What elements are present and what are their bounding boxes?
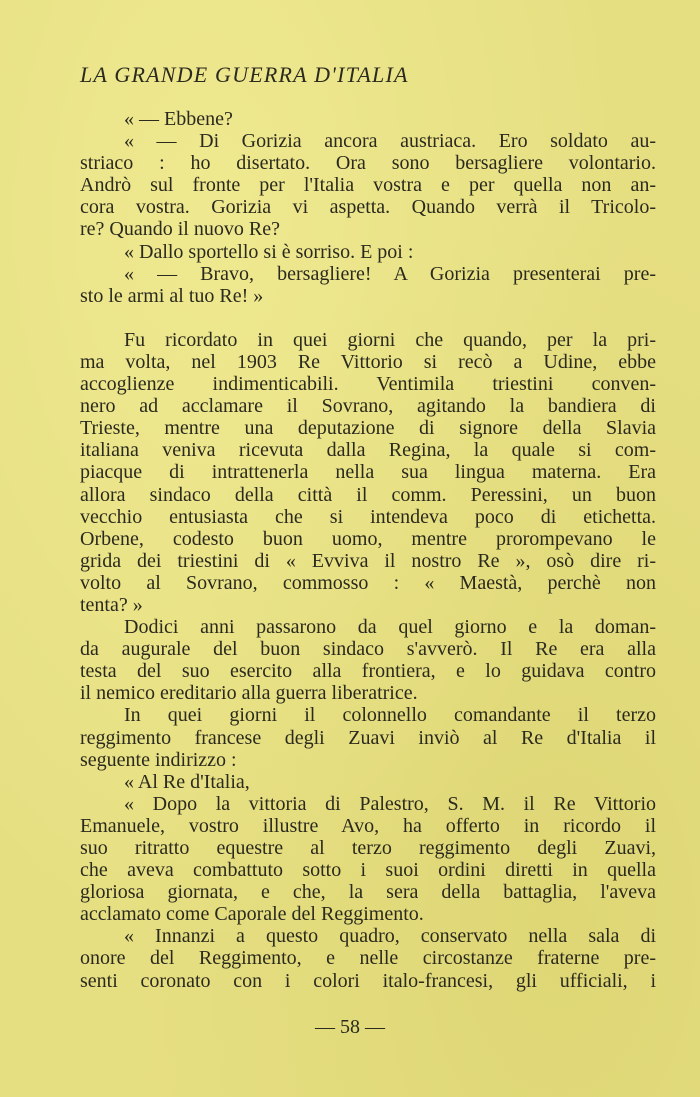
text-line: Dodici anni passarono da quel giorno e la doman- [124, 616, 656, 639]
text-line: che aveva combattuto sotto i suoi ordini diretti in quella [80, 859, 656, 882]
text-line: acclamato come Caporale del Reggimento. [80, 903, 424, 926]
text-line: senti coronato con i colori italo-francesi, gli ufficiali, i [80, 969, 656, 992]
paragraph-gap [80, 307, 656, 329]
text-line: reggimento francese degli Zuavi inviò al Re d'Italia il [80, 726, 656, 749]
text-line: « Al Re d'Italia, [124, 770, 250, 793]
text-line: cora vostra. Gorizia vi aspetta. Quando verrà il Tricolo- [80, 196, 656, 219]
text-line: Andrò sul fronte per l'Italia vostra e per quella non an- [80, 174, 656, 197]
text-line: suo ritratto equestre al terzo reggimento degli Zuavi, [80, 837, 656, 859]
text-line: re? Quando il nuovo Re? [80, 218, 280, 241]
text-line: Emanuele, vostro illustre Avo, ha offerto in ricordo il [80, 814, 656, 837]
text-line: « — Ebbene? [124, 108, 233, 130]
text-line: italiana veniva ricevuta dalla Regina, la quale si com- [80, 439, 656, 462]
text-line: In quei giorni il colonnello comandante il terzo [124, 704, 656, 727]
text-line: vecchio entusiasta che si intendeva poco di etichetta. [80, 505, 656, 528]
text-line: « Dallo sportello si è sorriso. E poi : [124, 240, 414, 263]
text-line: Fu ricordato in quei giorni che quando, per la pri- [124, 328, 656, 351]
text-line: volto al Sovrano, commosso : « Maestà, perchè non [80, 571, 656, 594]
body-text [80, 108, 656, 992]
text-line: Trieste, mentre una deputazione di signore della Slavia [80, 417, 656, 440]
text-line: nero ad acclamare il Sovrano, agitando la bandiera di [80, 395, 656, 418]
text-line: onore del Reggimento, e nelle circostanze fraterne pre- [80, 947, 656, 970]
text-line: grida dei triestini di « Evviva il nostro Re », osò dire ri- [80, 549, 656, 572]
text-line: gloriosa giornata, e che, la sera della battaglia, l'aveva [80, 881, 656, 904]
text-line: « Dopo la vittoria di Palestro, S. M. il Re Vittorio [124, 792, 656, 815]
page-number: — 58 — [315, 1016, 385, 1038]
text-line: striaco : ho disertato. Ora sono bersagliere volontario. [80, 152, 656, 175]
text-line: Orbene, codesto buon uomo, mentre prorompevano le [80, 527, 656, 550]
text-line: « — Bravo, bersagliere! A Gorizia presenterai pre- [124, 262, 656, 285]
text-line: « Innanzi a questo quadro, conservato nella sala di [124, 925, 656, 948]
text-line: tenta? » [80, 593, 143, 616]
text-line: allora sindaco della città il comm. Peressini, un buon [80, 483, 656, 506]
text-line: seguente indirizzo : [80, 748, 237, 771]
text-line: ma volta, nel 1903 Re Vittorio si recò a Udine, ebbe [80, 350, 656, 373]
text-line: testa del suo esercito alla frontiera, e lo guidava contro [80, 660, 656, 683]
text-line: piacque di intrattenerla nella sua lingua materna. Era [80, 461, 656, 484]
running-header: LA GRANDE GUERRA D'ITALIA [80, 62, 409, 87]
text-line: da augurale del buon sindaco s'avverò. Il Re era alla [80, 638, 656, 661]
text-line: il nemico ereditario alla guerra liberatrice. [80, 682, 418, 705]
text-line: accoglienze indimenticabili. Ventimila triestini conven- [80, 373, 656, 396]
text-line: « — Di Gorizia ancora austriaca. Ero soldato au- [124, 130, 656, 153]
text-line: sto le armi al tuo Re! » [80, 284, 264, 307]
